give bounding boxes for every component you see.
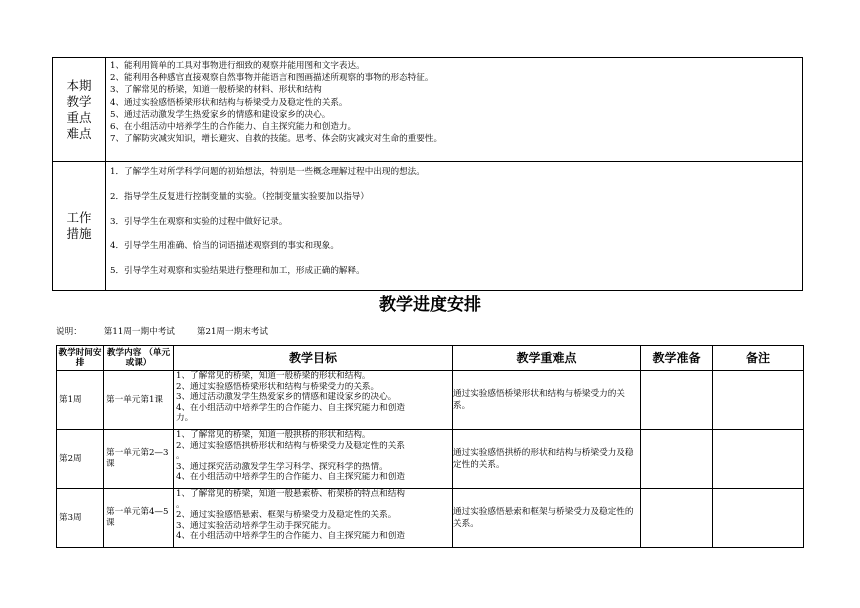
goal-line: 4、在小组活动中培养学生的合作能力、自主探究能力和创造 (176, 472, 405, 483)
row-remarks (713, 430, 804, 489)
focus-line: 1、能利用简单的工具对事物进行细致的观察并能用图和文字表达。 (110, 61, 365, 71)
measures-line: 5．引导学生对观察和实验结果进行整理和加工，形成正确的解释。 (110, 266, 365, 277)
measures-line: 4．引导学生用准确、恰当的词语描述观察到的事实和现象。 (110, 241, 339, 252)
goal-line: 3、通过活动激发学生热爱家乡的情感和建设家乡的决心。 (176, 392, 397, 403)
measures-line: 2．指导学生反复进行控制变量的实验。（控制变量实验要加以指导） (110, 191, 369, 202)
row-remarks (713, 371, 804, 430)
row-goals (174, 489, 453, 548)
note-prefix: 说明： (56, 327, 82, 337)
row-week: 第3周 (57, 489, 104, 548)
measures-content (106, 162, 803, 291)
goal-line: 2、通过实验感悟桥梁形状和结构与桥梁受力的关系。 (176, 381, 380, 392)
measures-label-text: 工作措施 (66, 209, 92, 241)
row-content: 第一单元第2—3课 (104, 430, 174, 489)
focus-line: 4、通过实验感悟桥梁形状和结构与桥梁受力及稳定性的关系。 (110, 97, 348, 108)
row-prep (641, 371, 713, 430)
header-content: 教学内容 （单元或课） (104, 346, 174, 371)
focus-line: 2、能利用各种感官直接观察自然事物并能语言和图画描述所观察的事物的形态特征。 (110, 73, 434, 84)
table-row (57, 489, 804, 548)
table-row (57, 430, 804, 489)
table-row (57, 371, 804, 430)
goal-line: 4、在小组活动中培养学生的合作能力、自主探究能力和创造 (176, 402, 405, 413)
schedule-table (56, 345, 804, 548)
goal-line: 1、了解常见的桥梁，知道一般拱桥的形状和结构。 (176, 430, 371, 440)
schedule-note (56, 325, 290, 337)
goal-line: 1、了解常见的桥梁，知道一般悬索桥、桁架桥的特点和结构 (176, 489, 405, 499)
row-keypoints: 通过实验感悟悬索和框架与桥梁受力及稳定性的关系。 (453, 489, 641, 548)
note-final: 第21周一期末考试 (196, 327, 268, 337)
row-week: 第2周 (57, 430, 104, 489)
focus-line: 3、了解常见的桥梁，知道一般桥梁的材料、形状和结构 (110, 85, 322, 96)
row-week: 第1周 (57, 371, 104, 430)
header-prep: 教学准备 (641, 346, 713, 371)
measures-label (53, 162, 106, 291)
row-remarks (713, 489, 804, 548)
focus-line: 6、在小组活动中培养学生的合作能力、自主探究能力和创造力。 (110, 122, 357, 133)
row-keypoints: 通过实验感悟桥梁形状和结构与桥梁受力的关系。 (453, 371, 641, 430)
goal-line: 1、了解常见的桥梁，知道一般桥梁的形状和结构。 (176, 371, 371, 381)
row-goals (174, 430, 453, 489)
goal-line: 。 (176, 451, 185, 462)
goal-line: 。 (176, 499, 185, 510)
focus-label (53, 58, 106, 162)
goal-line: 4、在小组活动中培养学生的合作能力、自主探究能力和创造 (176, 531, 405, 542)
row-prep (641, 489, 713, 548)
row-keypoints: 通过实验感悟拱桥的形状和结构与桥梁受力及稳定性的关系。 (453, 430, 641, 489)
row-prep (641, 430, 713, 489)
focus-content (106, 58, 803, 162)
goal-line: 力。 (176, 413, 194, 424)
header-remarks: 备注 (713, 346, 804, 371)
goal-line: 3、通过探究活动激发学生学习科学、探究科学的热情。 (176, 461, 388, 472)
row-content: 第一单元第1课 (104, 371, 174, 430)
header-week: 教学时间安排 (57, 346, 104, 371)
row-goals (174, 371, 453, 430)
goal-line: 2、通过实验感悟拱桥形状和结构与桥梁受力及稳定性的关系 (176, 440, 405, 451)
plan-table (52, 57, 803, 291)
header-keypoints: 教学重难点 (453, 346, 641, 371)
header-goals: 教学目标 (174, 346, 453, 371)
focus-line: 5、通过活动激发学生热爱家乡的情感和建设家乡的决心。 (110, 109, 331, 120)
row-content: 第一单元第4—5课 (104, 489, 174, 548)
schedule-header-row (57, 346, 804, 371)
measures-line: 1．了解学生对所学科学问题的初始想法，特别是一些概念理解过程中出现的想法。 (110, 167, 425, 177)
schedule-title: 教学进度安排 (379, 295, 481, 315)
goal-line: 2、通过实验感悟悬索、框架与桥梁受力及稳定性的关系。 (176, 510, 397, 521)
focus-line: 7、了解防灾减灾知识，增长避灾、自救的技能。思考、体会防灾减灾对生命的重要性。 (110, 134, 443, 145)
note-midterm: 第11周一期中考试 (103, 327, 175, 337)
focus-label-text: 本期教学重点难点 (66, 77, 92, 141)
goal-line: 3、通过实验活动培养学生动手探究能力。 (176, 520, 337, 531)
measures-line: 3．引导学生在观察和实验的过程中做好记录。 (110, 216, 288, 227)
